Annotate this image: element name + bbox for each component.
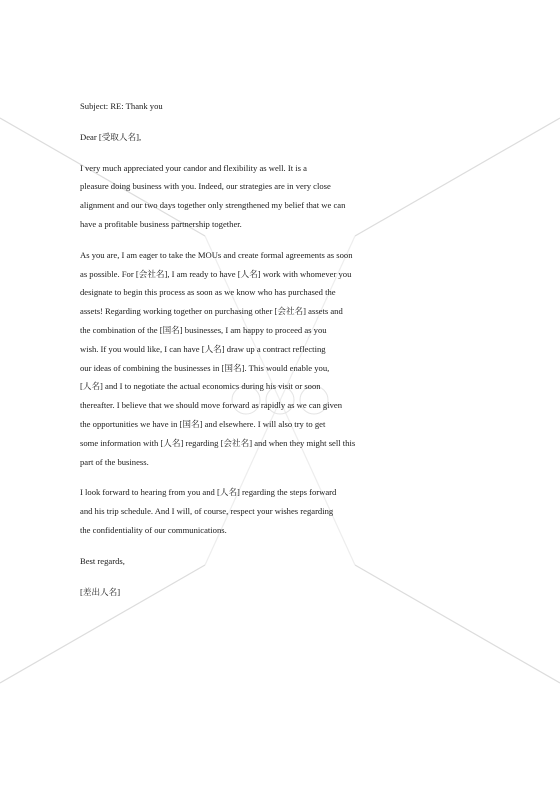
text-line: our ideas of combining the businesses in [国名]. This would enable you, <box>80 362 330 373</box>
text-line: have a profitable business partnership together. <box>80 218 242 229</box>
text-line: I very much appreciated your candor and flexibility as well. It is a <box>80 162 307 173</box>
text-line: assets! Regarding working together on purchasing other [会社名] assets and <box>80 306 343 317</box>
text-line: pleasure doing business with you. Indeed, our strategies are in very close <box>80 181 331 192</box>
signature: [差出人名] <box>80 586 121 597</box>
closing: Best regards, <box>80 555 125 566</box>
subject-line: Subject: RE: Thank you <box>80 101 163 111</box>
paragraph-1 <box>80 159 458 234</box>
text-line: I look forward to hearing from you and [人名] regarding the steps forward <box>80 487 337 498</box>
paragraph-2 <box>80 246 458 472</box>
text-line: some information with [人名] regarding [会社名] and when they might sell this <box>80 437 356 448</box>
text-line: the combination of the [国名] businesses, I am happy to proceed as you <box>80 324 327 335</box>
letter-body <box>80 97 458 601</box>
text-line: alignment and our two days together only strengthened my belief that we can <box>80 200 346 211</box>
text-line: designate to begin this process as soon as we know who has purchased the <box>80 287 336 298</box>
text-line: wish. If you would like, I can have [人名] draw up a contract reflecting <box>80 343 326 354</box>
text-line: as possible. For [会社名], I am ready to have [人名] work with whomever you <box>80 268 352 279</box>
text-line: As you are, I am eager to take the MOUs and create formal agreements as soon <box>80 249 353 260</box>
text-line: [人名] and I to negotiate the actual economics during his visit or soon <box>80 381 321 392</box>
text-line: part of the business. <box>80 456 149 467</box>
paragraph-3 <box>80 483 458 539</box>
text-line: thereafter. I believe that we should move forward as rapidly as we can given <box>80 400 343 411</box>
text-line: the opportunities we have in [国名] and elsewhere. I will also try to get <box>80 418 326 429</box>
text-line: the confidentiality of our communications. <box>80 524 227 535</box>
text-line: and his trip schedule. And I will, of course, respect your wishes regarding <box>80 506 334 517</box>
salutation: Dear [受取人名], <box>80 131 142 142</box>
